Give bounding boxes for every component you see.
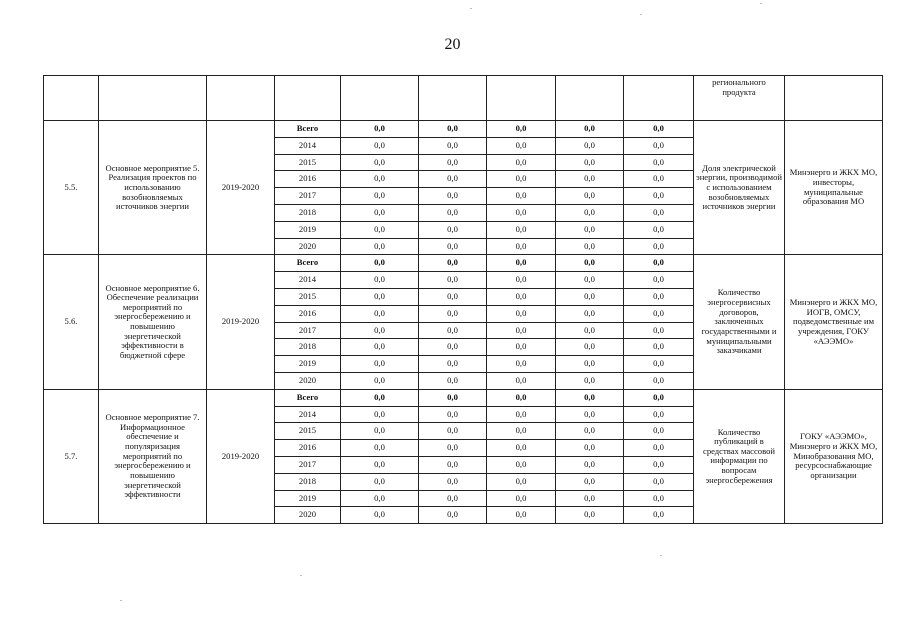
- activity-number: 5.7.: [44, 389, 99, 523]
- cont-cell-v1: [341, 76, 419, 121]
- value-cell: 0,0: [487, 288, 556, 305]
- year-cell: 2018: [275, 473, 341, 490]
- value-cell: 0,0: [419, 507, 487, 524]
- value-cell: 0,0: [419, 288, 487, 305]
- year-cell: 2017: [275, 322, 341, 339]
- activity-number: 5.5.: [44, 121, 99, 255]
- activity-name: Основное мероприятие 5. Реализация проектов по использованию возобновляемых источников энергии: [99, 121, 207, 255]
- value-cell: 0,0: [419, 456, 487, 473]
- value-cell: 0,0: [341, 288, 419, 305]
- value-cell: 0,0: [487, 305, 556, 322]
- value-cell: 0,0: [419, 440, 487, 457]
- value-cell: 0,0: [487, 171, 556, 188]
- value-cell: 0,0: [419, 188, 487, 205]
- value-cell: 0,0: [419, 406, 487, 423]
- value-cell: 0,0: [556, 473, 624, 490]
- year-cell: 2019: [275, 356, 341, 373]
- value-cell: 0,0: [556, 272, 624, 289]
- value-cell: 0,0: [487, 204, 556, 221]
- value-cell: 0,0: [487, 255, 556, 272]
- value-cell: 0,0: [556, 423, 624, 440]
- year-cell: 2020: [275, 372, 341, 389]
- year-cell: 2015: [275, 154, 341, 171]
- value-cell: 0,0: [419, 389, 487, 406]
- activity-name: Основное мероприятие 6. Обеспечение реализации мероприятий по энергосбережению и повышению энергетической эффективности в бюджетной сфере: [99, 255, 207, 389]
- value-cell: 0,0: [556, 255, 624, 272]
- value-cell: 0,0: [341, 255, 419, 272]
- value-cell: 0,0: [556, 372, 624, 389]
- value-cell: 0,0: [487, 137, 556, 154]
- value-cell: 0,0: [624, 171, 694, 188]
- cont-cell-num: [44, 76, 99, 121]
- year-cell: 2019: [275, 490, 341, 507]
- value-cell: 0,0: [419, 305, 487, 322]
- value-cell: 0,0: [341, 154, 419, 171]
- value-cell: 0,0: [341, 272, 419, 289]
- year-cell: 2020: [275, 507, 341, 524]
- value-cell: 0,0: [556, 406, 624, 423]
- value-cell: 0,0: [556, 121, 624, 138]
- value-cell: 0,0: [487, 473, 556, 490]
- cont-cell-v3: [487, 76, 556, 121]
- year-cell: 2014: [275, 137, 341, 154]
- activity-period: 2019-2020: [207, 389, 275, 523]
- value-cell: 0,0: [419, 490, 487, 507]
- year-cell: Всего: [275, 389, 341, 406]
- activity-period: 2019-2020: [207, 255, 275, 389]
- year-cell: 2014: [275, 272, 341, 289]
- value-cell: 0,0: [624, 272, 694, 289]
- value-cell: 0,0: [419, 356, 487, 373]
- value-cell: 0,0: [487, 154, 556, 171]
- year-cell: 2017: [275, 456, 341, 473]
- value-cell: 0,0: [624, 255, 694, 272]
- value-cell: 0,0: [341, 322, 419, 339]
- value-cell: 0,0: [419, 171, 487, 188]
- value-cell: 0,0: [556, 322, 624, 339]
- value-cell: 0,0: [556, 238, 624, 255]
- cont-cell-v5: [624, 76, 694, 121]
- value-cell: 0,0: [341, 356, 419, 373]
- value-cell: 0,0: [341, 339, 419, 356]
- value-cell: 0,0: [341, 423, 419, 440]
- value-cell: 0,0: [556, 288, 624, 305]
- value-cell: 0,0: [556, 204, 624, 221]
- value-cell: 0,0: [624, 473, 694, 490]
- continuation-row: [44, 76, 883, 121]
- value-cell: 0,0: [341, 372, 419, 389]
- year-cell: 2016: [275, 305, 341, 322]
- responsible-cell: Минэнерго и ЖКХ МО, ИОГВ, ОМСУ, подведомственные им учреждения, ГОКУ «АЭЭМО»: [785, 255, 883, 389]
- value-cell: 0,0: [341, 121, 419, 138]
- value-cell: 0,0: [487, 440, 556, 457]
- value-cell: 0,0: [624, 121, 694, 138]
- year-cell: 2018: [275, 204, 341, 221]
- cont-cell-year: [275, 76, 341, 121]
- value-cell: 0,0: [624, 339, 694, 356]
- value-cell: 0,0: [341, 507, 419, 524]
- value-cell: 0,0: [624, 440, 694, 457]
- value-cell: 0,0: [624, 456, 694, 473]
- value-cell: 0,0: [556, 305, 624, 322]
- value-cell: 0,0: [556, 188, 624, 205]
- value-cell: 0,0: [556, 507, 624, 524]
- value-cell: 0,0: [419, 473, 487, 490]
- value-cell: 0,0: [556, 389, 624, 406]
- value-cell: 0,0: [556, 440, 624, 457]
- cont-cell-indicator: регионального продукта: [694, 76, 785, 121]
- table-row: [44, 389, 883, 406]
- activity-name: Основное мероприятие 7. Информационное обеспечение и популяризация мероприятий по энергосбережению и повышению энергетической эффективности: [99, 389, 207, 523]
- value-cell: 0,0: [487, 221, 556, 238]
- value-cell: 0,0: [624, 188, 694, 205]
- year-cell: Всего: [275, 121, 341, 138]
- value-cell: 0,0: [624, 137, 694, 154]
- value-cell: 0,0: [624, 322, 694, 339]
- value-cell: 0,0: [624, 204, 694, 221]
- value-cell: 0,0: [341, 406, 419, 423]
- value-cell: 0,0: [419, 154, 487, 171]
- year-cell: 2014: [275, 406, 341, 423]
- value-cell: 0,0: [341, 171, 419, 188]
- value-cell: 0,0: [341, 490, 419, 507]
- value-cell: 0,0: [487, 356, 556, 373]
- value-cell: 0,0: [624, 356, 694, 373]
- value-cell: 0,0: [419, 238, 487, 255]
- value-cell: 0,0: [624, 154, 694, 171]
- value-cell: 0,0: [556, 154, 624, 171]
- value-cell: 0,0: [624, 423, 694, 440]
- value-cell: 0,0: [556, 221, 624, 238]
- value-cell: 0,0: [341, 238, 419, 255]
- value-cell: 0,0: [487, 372, 556, 389]
- value-cell: 0,0: [419, 339, 487, 356]
- value-cell: 0,0: [419, 372, 487, 389]
- value-cell: 0,0: [487, 272, 556, 289]
- value-cell: 0,0: [487, 121, 556, 138]
- value-cell: 0,0: [341, 440, 419, 457]
- value-cell: 0,0: [624, 372, 694, 389]
- value-cell: 0,0: [556, 490, 624, 507]
- value-cell: 0,0: [556, 456, 624, 473]
- value-cell: 0,0: [419, 322, 487, 339]
- value-cell: 0,0: [624, 507, 694, 524]
- value-cell: 0,0: [419, 423, 487, 440]
- table-row: [44, 121, 883, 138]
- cont-cell-v2: [419, 76, 487, 121]
- value-cell: 0,0: [556, 171, 624, 188]
- cont-cell-v4: [556, 76, 624, 121]
- page-number: 20: [444, 36, 461, 53]
- year-cell: 2015: [275, 423, 341, 440]
- year-cell: 2019: [275, 221, 341, 238]
- activity-number: 5.6.: [44, 255, 99, 389]
- cont-cell-responsible: [785, 76, 883, 121]
- value-cell: 0,0: [487, 322, 556, 339]
- value-cell: 0,0: [487, 507, 556, 524]
- value-cell: 0,0: [624, 288, 694, 305]
- indicator-cell: Количество энергосервисных договоров, заключенных государственными и муниципальными заказчиками: [694, 255, 785, 389]
- value-cell: 0,0: [624, 490, 694, 507]
- year-cell: Всего: [275, 255, 341, 272]
- value-cell: 0,0: [556, 339, 624, 356]
- value-cell: 0,0: [341, 137, 419, 154]
- value-cell: 0,0: [341, 473, 419, 490]
- value-cell: 0,0: [341, 456, 419, 473]
- year-cell: 2016: [275, 171, 341, 188]
- value-cell: 0,0: [487, 389, 556, 406]
- value-cell: 0,0: [341, 305, 419, 322]
- value-cell: 0,0: [419, 204, 487, 221]
- value-cell: 0,0: [419, 255, 487, 272]
- year-cell: 2017: [275, 188, 341, 205]
- value-cell: 0,0: [341, 389, 419, 406]
- value-cell: 0,0: [419, 121, 487, 138]
- year-cell: 2015: [275, 288, 341, 305]
- table-row: [44, 255, 883, 272]
- value-cell: 0,0: [624, 238, 694, 255]
- value-cell: 0,0: [556, 356, 624, 373]
- year-cell: 2016: [275, 440, 341, 457]
- activity-period: 2019-2020: [207, 121, 275, 255]
- value-cell: 0,0: [556, 137, 624, 154]
- value-cell: 0,0: [624, 406, 694, 423]
- cont-cell-name: [99, 76, 207, 121]
- value-cell: 0,0: [487, 238, 556, 255]
- value-cell: 0,0: [487, 406, 556, 423]
- value-cell: 0,0: [341, 204, 419, 221]
- value-cell: 0,0: [419, 137, 487, 154]
- responsible-cell: Минэнерго и ЖКХ МО, инвесторы, муниципальные образования МО: [785, 121, 883, 255]
- value-cell: 0,0: [419, 221, 487, 238]
- year-cell: 2020: [275, 238, 341, 255]
- program-table: [43, 75, 883, 524]
- value-cell: 0,0: [487, 188, 556, 205]
- value-cell: 0,0: [419, 272, 487, 289]
- year-cell: 2018: [275, 339, 341, 356]
- value-cell: 0,0: [624, 389, 694, 406]
- value-cell: 0,0: [487, 456, 556, 473]
- value-cell: 0,0: [487, 339, 556, 356]
- value-cell: 0,0: [624, 305, 694, 322]
- value-cell: 0,0: [341, 221, 419, 238]
- indicator-cell: Доля электрической энергии, производимой с использованием возобновляемых источников энергии: [694, 121, 785, 255]
- indicator-cell: Количество публикаций в средствах массовой информации по вопросам энергосбережения: [694, 389, 785, 523]
- responsible-cell: ГОКУ «АЭЭМО», Минэнерго и ЖКХ МО, Минобразования МО, ресурсоснабжающие организации: [785, 389, 883, 523]
- value-cell: 0,0: [341, 188, 419, 205]
- value-cell: 0,0: [487, 490, 556, 507]
- value-cell: 0,0: [487, 423, 556, 440]
- cont-cell-period: [207, 76, 275, 121]
- value-cell: 0,0: [624, 221, 694, 238]
